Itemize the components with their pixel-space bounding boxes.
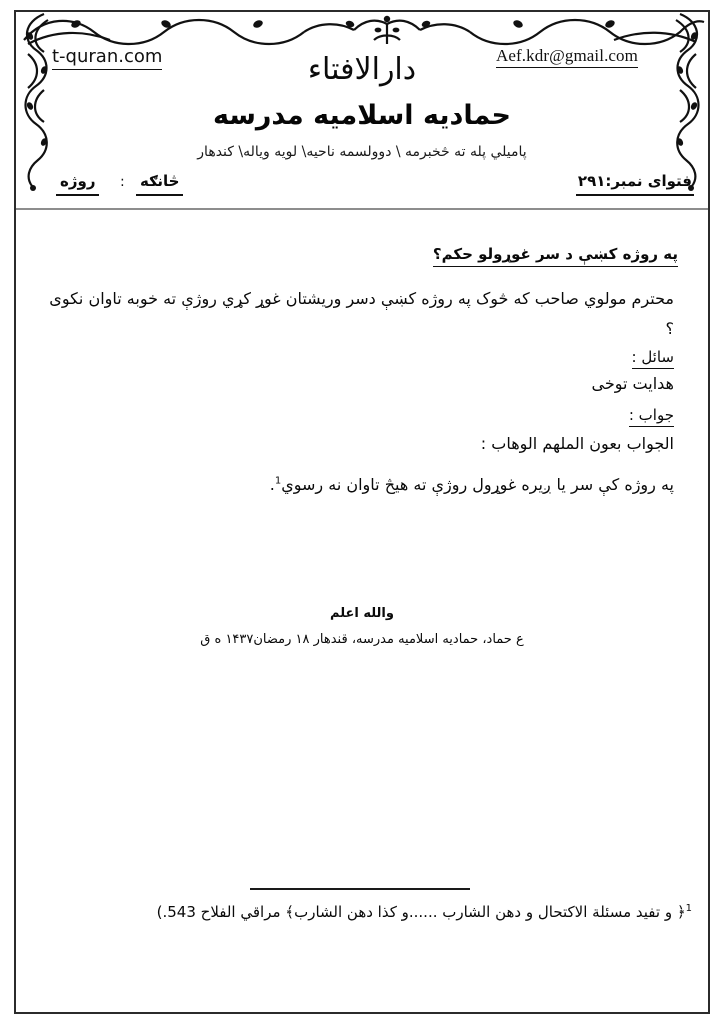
asker-name: هدایت توخی (591, 374, 674, 393)
document-meta-row (16, 172, 708, 206)
asker-label-line (632, 348, 675, 369)
header-divider-rule (16, 208, 708, 210)
footnote-body (32, 900, 692, 926)
asker-label: سائل : (632, 348, 675, 369)
question-body: محترم مولوي صاحب که څوک په روژه کښې دسر وريشتان غوړ کړي روژې ته خوبه تاوان نکوی ؟ (49, 289, 674, 339)
question-heading: په روژه کښې د سر غوړولو حکم؟ (433, 245, 678, 267)
answer-text-line: په روژه کې سر یا ږیره غوړول روژې ته هیڅ تاوان نه رسوي$^1$. (269, 475, 674, 494)
footnote-marker: 1 (685, 903, 692, 914)
footnote-text: ﴿ و تفید مسئلة الاکتحال و دهن الشارب ......و کذا دهن الشارب﴾ مراقي الفلاح 543.) (156, 903, 686, 921)
organization-title-sub: حمادیه اسلامیه مدرسه (212, 100, 512, 131)
answer-label-line (629, 406, 674, 427)
footnote-reference-marker: 1 (274, 475, 282, 487)
category-value: روژه (56, 172, 99, 196)
email-text: Aef.kdr@gmail.com (496, 46, 638, 68)
closing-wallahu-alam: والله اعلم (330, 606, 394, 621)
document-body (16, 214, 708, 874)
category-label: څانګه (136, 172, 183, 196)
document-header (16, 12, 708, 208)
category-separator: : (120, 174, 125, 190)
answer-text: په روژه کې سر یا ږیره غوړول روژې ته هیڅ تاوان نه رسوي (281, 475, 674, 494)
answer-label: جواب : (629, 406, 674, 427)
closing-signature: ع حماد، حمادیه اسلامیه مدرسه، قندهار ۱۸ رمضان۱۴۳۷ ه ق (200, 632, 524, 647)
question-heading-wrap (433, 244, 678, 267)
footnote-separator-rule (250, 888, 470, 890)
organization-title-main: دارالافتاء (307, 52, 417, 87)
fatwa-number: فتوای نمبر:۲۹۱ (576, 172, 694, 196)
website-text: t-quran.com (52, 46, 162, 70)
answer-basmala: الجواب بعون الملهم الوهاب : (480, 434, 674, 453)
organization-address: پاميلي پله ته څخبرمه \ دوولسمه ناحيه\ لويه وياله\ كندهار (197, 144, 527, 160)
